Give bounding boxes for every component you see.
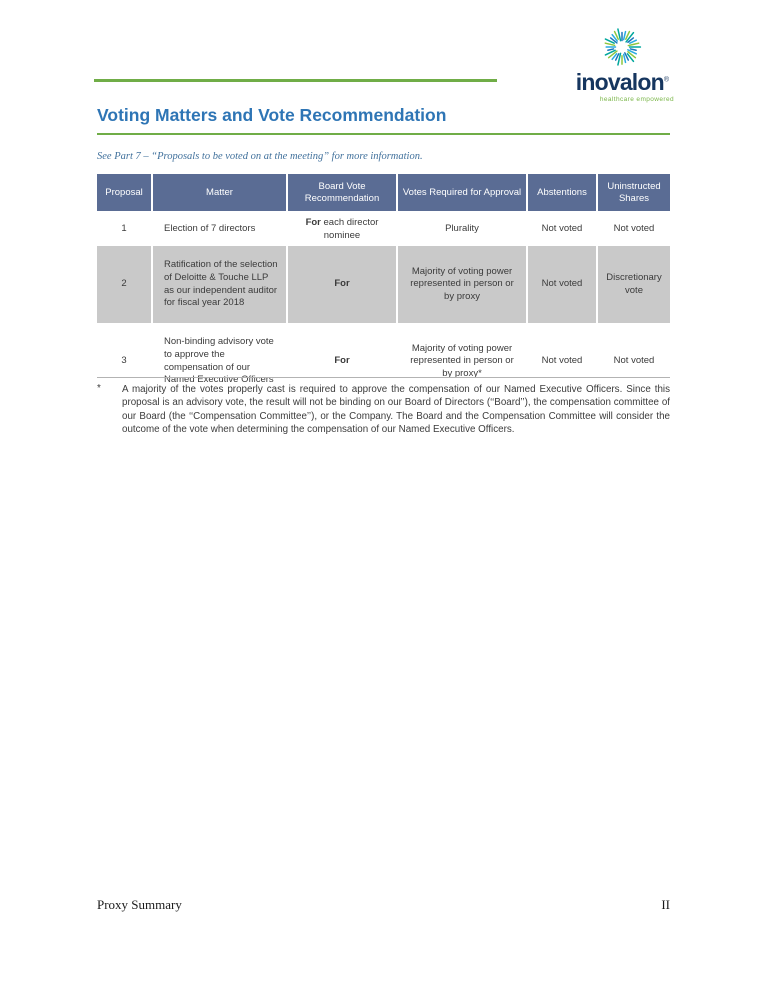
column-header-uninstructed-shares: Uninstructed Shares <box>597 174 670 212</box>
footnote <box>97 377 670 436</box>
logo-wordmark <box>570 71 674 94</box>
footer-section-label: Proxy Summary <box>97 897 182 912</box>
votes-required-cell: Majority of voting power represented in person or by proxy <box>397 246 527 323</box>
abstentions-cell: Not voted <box>527 246 597 323</box>
matter-cell: Non-binding advisory vote to approve the compensation of our Named Executive Officers <box>152 323 287 400</box>
intro-note: See Part 7 – “Proposals to be voted on at the meeting” for more information. <box>97 151 423 162</box>
title-underline-rule <box>97 133 670 135</box>
uninstructed-shares-cell: Not voted <box>613 223 655 235</box>
uninstructed-shares-cell: Discretionary vote <box>597 246 670 323</box>
footnote-marker: * <box>97 383 101 394</box>
column-header-votes-required: Votes Required for Approval <box>397 174 527 212</box>
matter-cell: Election of 7 directors <box>152 212 287 246</box>
footer-page-number: II <box>661 897 670 912</box>
voting-matters-table <box>97 174 670 400</box>
matter-cell: Ratification of the selection of Deloitte & Touche LLP as our independent auditor for fiscal year 2018 <box>152 246 287 323</box>
top-green-rule <box>94 79 497 82</box>
recommendation-bold: For <box>305 216 321 228</box>
recommendation-rest: each director nominee <box>320 216 379 241</box>
table-header-row <box>97 174 670 212</box>
recommendation-bold: For <box>334 278 350 290</box>
table-row <box>97 212 670 246</box>
column-header-proposal: Proposal <box>97 174 152 212</box>
abstentions-cell: Not voted <box>527 212 597 246</box>
votes-required-cell: Plurality <box>397 212 527 246</box>
inovalon-burst-icon <box>570 26 674 73</box>
registered-mark: ® <box>663 76 669 84</box>
column-header-abstentions: Abstentions <box>527 174 597 212</box>
column-header-board-vote-recommendation: Board Vote Recommendation <box>287 174 397 212</box>
inovalon-logo <box>570 26 674 103</box>
recommendation-bold: For <box>334 355 350 367</box>
uninstructed-shares-cell: Not voted <box>613 355 655 367</box>
page-title: Voting Matters and Vote Recommendation <box>97 105 447 125</box>
logo-wordmark-text: inovalon <box>575 69 664 95</box>
proposal-number-cell: 3 <box>97 323 152 400</box>
footnote-text: A majority of the votes properly cast is required to approve the compensation of our Named Executive Officers. Since this proposal is an advisory vote, the result will not be binding on our Board of Directors (‘‘Board’’), the compensation committee of our Board (the ‘‘Compensation Committee’’), or the Company. The Board and the Compensation Committee will consider the outcome of the vote when determining the compensation of our Named Executive Officers. <box>122 384 670 435</box>
proposal-number-cell: 1 <box>97 212 152 246</box>
abstentions-cell: Not voted <box>527 323 597 400</box>
logo-tagline: healthcare empowered <box>599 96 674 103</box>
page-footer <box>97 897 670 913</box>
table-row <box>97 246 670 323</box>
proposal-number-cell: 2 <box>97 246 152 323</box>
board-recommendation-cell <box>287 212 397 246</box>
votes-required-cell: Majority of voting power represented in person or by proxy* <box>397 323 527 400</box>
board-recommendation-cell <box>287 246 397 323</box>
column-header-matter: Matter <box>152 174 287 212</box>
